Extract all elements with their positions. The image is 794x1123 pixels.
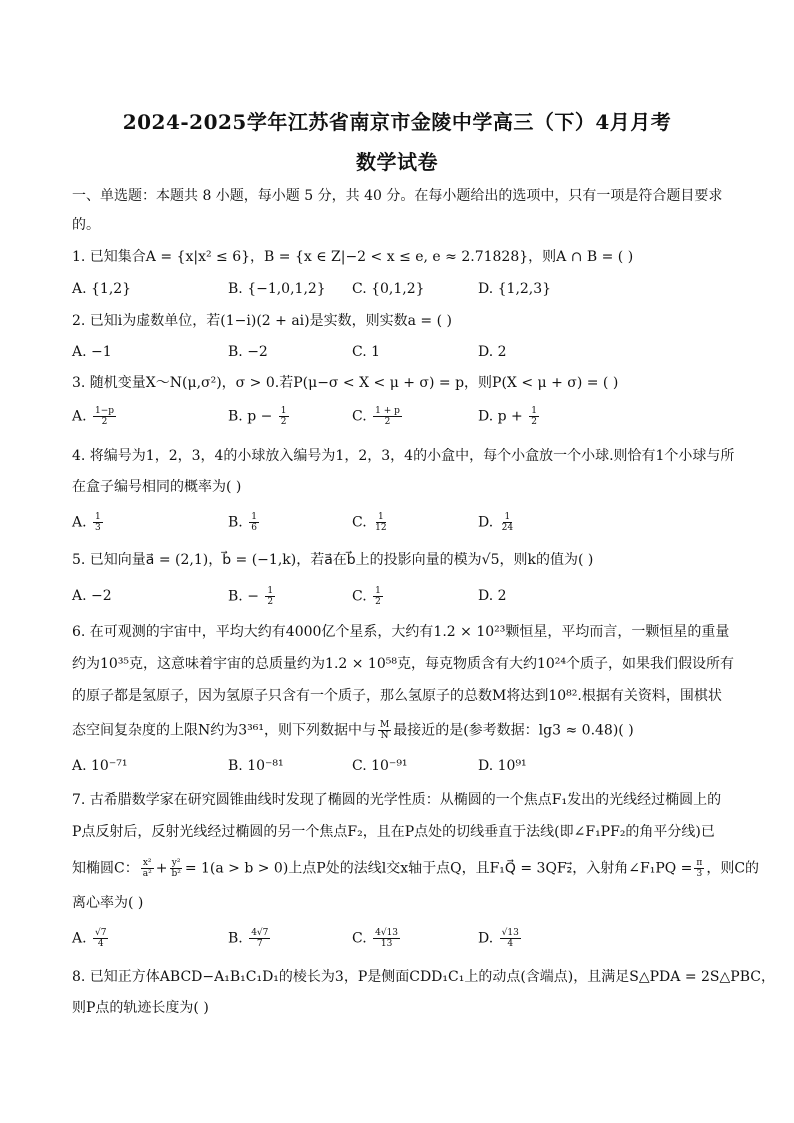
fraction-denominator: 12 [375, 523, 387, 533]
fraction-denominator: b² [171, 869, 181, 879]
q2-option-d: D. 2 [478, 344, 507, 360]
fraction-denominator: 2 [375, 597, 381, 607]
q3-d-fraction [529, 406, 539, 427]
fraction-denominator: 4 [507, 939, 514, 949]
q3-a-fraction [93, 406, 116, 427]
question-7-stem-3 [72, 858, 760, 879]
question-7-stem-4: 离心率为( ) [72, 895, 144, 911]
q6-ratio-fraction [378, 720, 391, 741]
question-8-stem-2: 则P点的轨迹长度为( ) [72, 1000, 209, 1016]
q7-c-label: C. [352, 930, 367, 947]
q4-c-label: C. [352, 514, 367, 531]
fraction-numerator: 1 [95, 512, 101, 522]
q5-b-label: B. − [228, 588, 259, 605]
q3-b-label: B. p − [228, 408, 273, 425]
fraction-numerator: 1 [251, 512, 257, 522]
q3-c-label: C. [352, 408, 367, 425]
q7-option-a [72, 928, 110, 949]
q3-option-c [352, 406, 404, 427]
q3-option-a [72, 406, 118, 427]
fraction-numerator: 1 [280, 406, 287, 416]
fraction-denominator: 2 [531, 417, 537, 427]
q7-plus: + [155, 860, 168, 877]
fraction-denominator: 3 [95, 523, 101, 533]
fraction-denominator: 2 [384, 417, 391, 427]
q1-option-b: B. {−1,0,1,2} [228, 281, 326, 297]
q6-option-d: D. 10⁹¹ [478, 758, 527, 774]
q4-d-label: D. [478, 514, 494, 531]
question-4-stem-cont: 在盒子编号相同的概率为( ) [72, 479, 242, 495]
fraction-denominator: 3 [696, 869, 703, 879]
q4-option-c [352, 512, 391, 533]
fraction-numerator: 1 [504, 512, 511, 522]
q4-c-fraction [373, 512, 388, 533]
q4-a-label: A. [72, 514, 87, 531]
exam-subtitle: 数学试卷 [356, 150, 438, 174]
fraction-denominator: N [380, 731, 389, 741]
q7-b-fraction [249, 928, 270, 949]
q6-stem4-pre: 态空间复杂度的上限N约为3³⁶¹，则下列数据中与 [72, 722, 376, 739]
q3-option-d [478, 406, 541, 427]
q7-d-fraction [500, 928, 521, 949]
q4-option-a [72, 512, 105, 533]
q7-a-label: A. [72, 930, 87, 947]
fraction-denominator: 2 [280, 417, 287, 427]
q7-option-c [352, 928, 402, 949]
q4-option-b [228, 512, 261, 533]
q6-stem4-post: 最接近的是(参考数据：lg3 ≈ 0.48)( ) [393, 722, 634, 739]
q5-b-fraction [265, 586, 275, 607]
q4-b-fraction [249, 512, 259, 533]
question-3-stem: 3. 随机变量X～N(μ,σ²)，σ > 0.若P(μ−σ < X < μ + σ) = p，则P(X < μ + σ) = ( ) [72, 375, 619, 391]
q2-option-a: A. −1 [72, 344, 112, 360]
q4-option-d [478, 512, 517, 533]
q4-a-fraction [93, 512, 103, 533]
q1-option-d: D. {1,2,3} [478, 281, 552, 297]
q7-angle-fraction [694, 858, 704, 879]
q3-d-label: D. p + [478, 408, 523, 425]
q5-option-a: A. −2 [72, 588, 112, 604]
section-instructions-cont: 的。 [72, 217, 100, 233]
fraction-numerator: √13 [501, 928, 519, 938]
fraction-denominator: 24 [501, 523, 514, 533]
q5-option-c [352, 586, 385, 607]
fraction-numerator: y² [171, 858, 181, 868]
fraction-denominator: 2 [267, 597, 274, 607]
q7-a-fraction [93, 928, 108, 949]
fraction-denominator: 13 [380, 939, 393, 949]
fraction-numerator: π [696, 858, 703, 868]
fraction-numerator: 1 [267, 586, 274, 596]
q6-option-b: B. 10⁻⁸¹ [228, 758, 284, 774]
fraction-numerator: 4√13 [375, 928, 399, 938]
question-6-stem-3: 的原子都是氢原子，因为氢原子只含有一个质子，那么氢原子的总数M将达到10⁸².根据有关资料，围棋状 [72, 688, 722, 704]
q7-option-b [228, 928, 272, 949]
q7-x-fraction [141, 858, 154, 879]
fraction-denominator: 4 [97, 939, 104, 949]
q7-b-label: B. [228, 930, 243, 947]
question-6-stem-2: 约为10³⁵克，这意味着宇宙的总质量约为1.2 × 10⁵⁸克，每克物质含有大约10²⁴个质子，如果我们假设所有 [72, 656, 735, 672]
q3-c-fraction [373, 406, 402, 427]
fraction-numerator: 1 [531, 406, 537, 416]
question-5-stem: 5. 已知向量a⃗ = (2,1)，b⃗ = (−1,k)，若a⃗在b⃗上的投影向量的模为√5，则k的值为( ) [72, 552, 594, 568]
q7-d-label: D. [478, 930, 494, 947]
q4-b-label: B. [228, 514, 243, 531]
fraction-numerator: x² [142, 858, 152, 868]
q1-option-a: A. {1,2} [72, 281, 132, 297]
q5-c-label: C. [352, 588, 367, 605]
question-2-stem: 2. 已知i为虚数单位，若(1−i)(2 + ai)是实数，则实数a = ( ) [72, 313, 452, 329]
q3-b-fraction [279, 406, 289, 427]
q7-c-fraction [373, 928, 400, 949]
q3-a-label: A. [72, 408, 87, 425]
question-8-stem: 8. 已知正方体ABCD−A₁B₁C₁D₁的棱长为3，P是侧面CDD₁C₁上的动点(含端点)，且满足S△PDA = 2S△PBC， [72, 969, 775, 985]
q5-c-fraction [373, 586, 383, 607]
fraction-denominator: 6 [251, 523, 257, 533]
fraction-numerator: M [380, 720, 390, 730]
q1-option-c: C. {0,1,2} [352, 281, 425, 297]
question-6-stem: 6. 在可观测的宇宙中，平均大约有4000亿个星系，大约有1.2 × 10²³颗恒星，平均而言，一颗恒星的重量 [72, 624, 730, 640]
question-7-stem-2: P点反射后，反射光线经过椭圆的另一个焦点F₂，且在P点处的切线垂直于法线(即∠F₁PF₂的角平分线)已 [72, 824, 715, 840]
fraction-denominator: 2 [101, 417, 108, 427]
q6-option-c: C. 10⁻⁹¹ [352, 758, 408, 774]
q7-stem3-post: ，则C的 [706, 860, 760, 877]
q7-option-d [478, 928, 523, 949]
fraction-denominator: a² [142, 869, 152, 879]
q7-stem3-mid: = 1(a > b > 0)上点P处的法线l交x轴于点Q，且F₁Q⃗ = 3QF₂⃗，入射角∠F₁PQ = [184, 860, 693, 877]
q5-option-b [228, 586, 277, 607]
fraction-denominator: 7 [256, 939, 263, 949]
question-1-stem: 1. 已知集合A = {x|x² ≤ 6}，B = {x ∈ Z|−2 < x ≤ e, e ≈ 2.71828}，则A ∩ B = ( ) [72, 249, 634, 265]
section-instructions: 一、单选题：本题共 8 小题，每小题 5 分，共 40 分。在每小题给出的选项中，只有一项是符合题目要求 [72, 188, 723, 204]
q2-option-b: B. −2 [228, 344, 268, 360]
fraction-numerator: 1 [377, 512, 384, 522]
q3-option-b [228, 406, 291, 427]
fraction-numerator: 4√7 [251, 928, 269, 938]
fraction-numerator: 1−p [95, 406, 115, 416]
q5-option-d: D. 2 [478, 588, 507, 604]
fraction-numerator: √7 [95, 928, 107, 938]
q7-y-fraction [169, 858, 182, 879]
q2-option-c: C. 1 [352, 344, 381, 360]
q4-d-fraction [500, 512, 515, 533]
q6-option-a: A. 10⁻⁷¹ [72, 758, 128, 774]
exam-title: 2024-2025学年江苏省南京市金陵中学高三（下）4月月考 [122, 110, 672, 134]
q7-stem3-pre: 知椭圆C： [72, 860, 139, 877]
question-7-stem: 7. 古希腊数学家在研究圆锥曲线时发现了椭圆的光学性质：从椭圆的一个焦点F₁发出的光线经过椭圆上的 [72, 792, 722, 808]
question-6-stem-4 [72, 720, 722, 741]
fraction-numerator: 1 + p [375, 406, 400, 416]
question-4-stem: 4. 将编号为1，2，3，4的小球放入编号为1，2，3，4的小盒中，每个小盒放一个小球.则恰有1个小球与所 [72, 448, 735, 464]
fraction-numerator: 1 [375, 586, 381, 596]
